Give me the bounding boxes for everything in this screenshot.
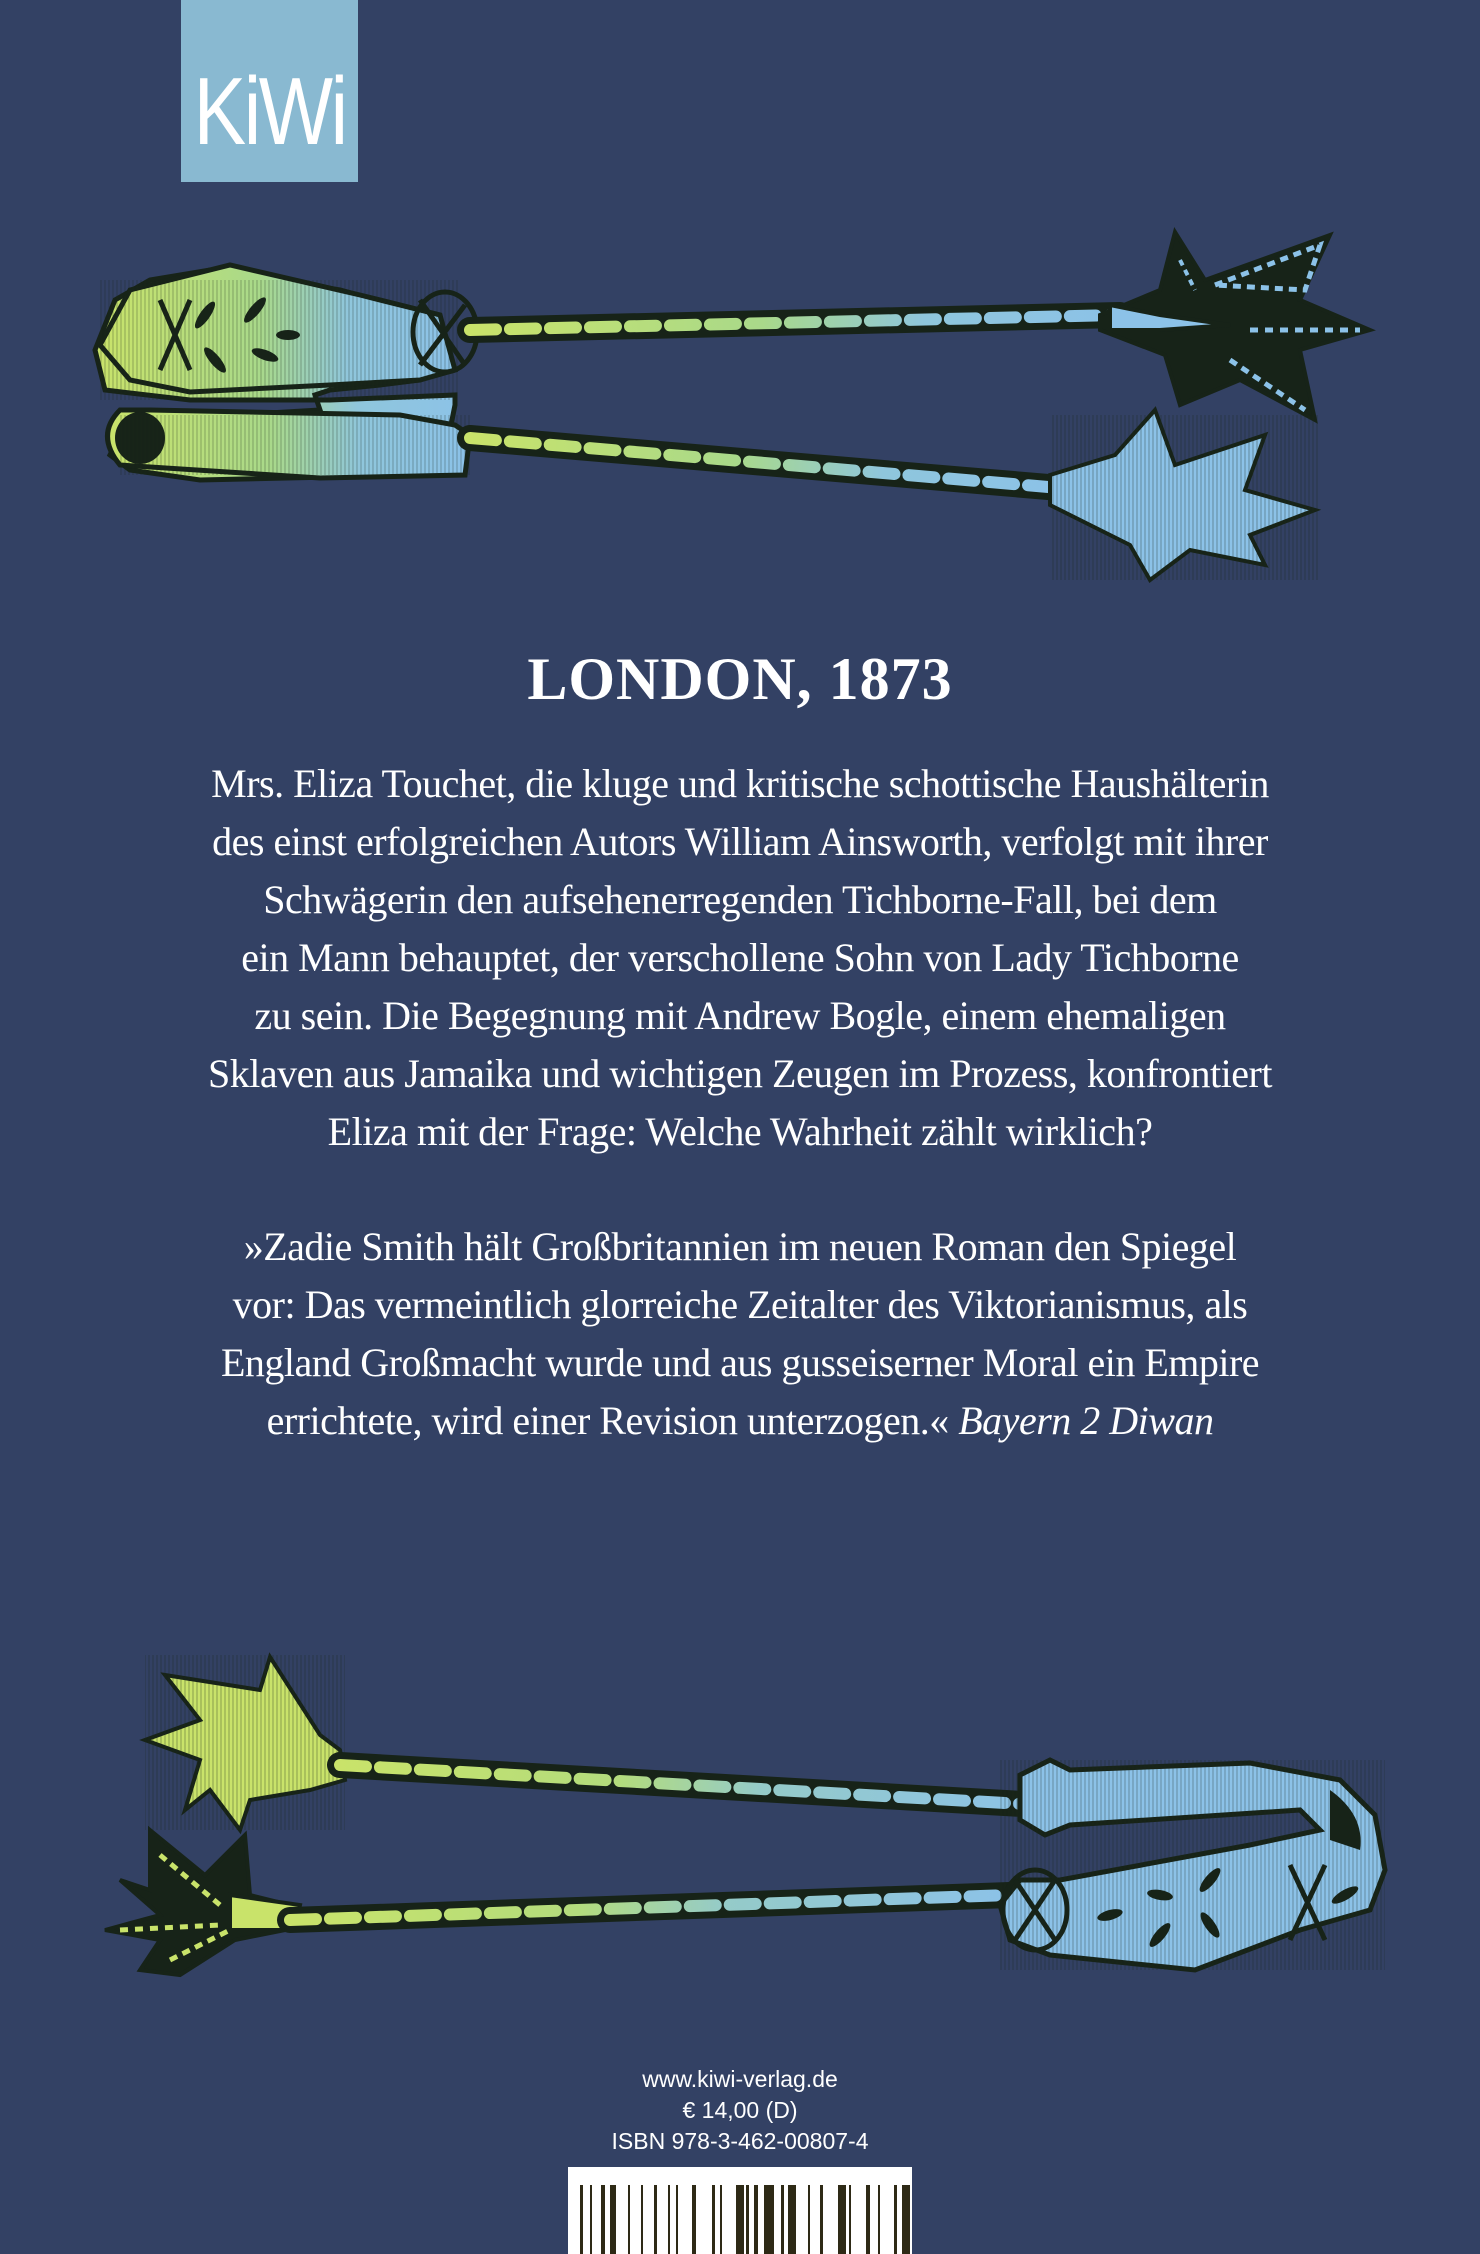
section-title: LONDON, 1873	[527, 646, 953, 712]
isbn-label: ISBN 978-3-462-00807-4	[611, 2128, 869, 2154]
quote-line: »Zadie Smith hält Großbritannien im neuen Roman den Spiegel	[243, 1224, 1237, 1269]
blurb-line: Mrs. Eliza Touchet, die kluge und kritische schottische Haushälterin	[211, 761, 1269, 806]
blurb-line: Sklaven aus Jamaika und wichtigen Zeugen im Prozess, konfrontiert	[208, 1051, 1272, 1096]
isbn-barcode	[568, 2167, 912, 2254]
publisher-website: www.kiwi-verlag.de	[642, 2066, 838, 2092]
blurb-line: ein Mann behauptet, der verschollene Sohn von Lady Tichborne	[241, 935, 1239, 980]
quote-line: errichtete, wird einer Revision unterzogen.«	[266, 1398, 959, 1443]
barcode-bars	[568, 2185, 912, 2254]
publisher-logo-text: KiWi	[193, 58, 346, 165]
quote-line: vor: Das vermeintlich glorreiche Zeitalter des Viktorianismus, als	[232, 1282, 1248, 1327]
blurb-line: Schwägerin den aufsehenerregenden Tichborne-Fall, bei dem	[263, 877, 1217, 922]
blurb-line: Eliza mit der Frage: Welche Wahrheit zählt wirklich?	[327, 1109, 1153, 1154]
quote-line-last	[90, 1392, 1390, 1450]
bottom-tongs-illustration	[0, 1640, 1480, 2000]
blurb-line: zu sein. Die Begegnung mit Andrew Bogle, einem ehemaligen	[254, 993, 1226, 1038]
top-tongs-illustration	[0, 220, 1480, 600]
blurb-text	[90, 755, 1390, 1161]
blurb-line: des einst erfolgreichen Autors William Ainsworth, verfolgt mit ihrer	[212, 819, 1268, 864]
imprint-block	[0, 2064, 1480, 2157]
press-quote	[90, 1218, 1390, 1450]
publisher-logo	[181, 0, 358, 182]
quote-source: Bayern 2 Diwan	[958, 1398, 1214, 1443]
quote-line: England Großmacht wurde und aus gusseiserner Moral ein Empire	[220, 1340, 1260, 1385]
price-label: € 14,00 (D)	[682, 2097, 798, 2123]
